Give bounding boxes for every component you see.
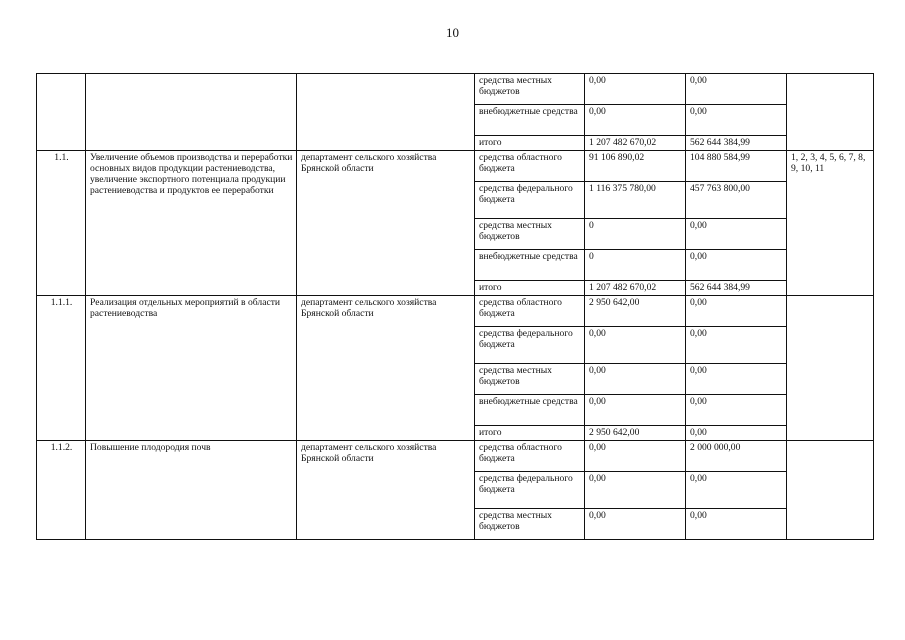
cell-value-2: 0,00 (686, 296, 787, 327)
cell-indicators (787, 441, 874, 540)
cell-indicators (787, 296, 874, 441)
cell-source: внебюджетные средства (475, 395, 585, 426)
cell-value-1: 0,00 (585, 472, 686, 509)
cell-value-2: 0,00 (686, 509, 787, 540)
page-number: 10 (446, 25, 459, 40)
cell-source: средства областного бюджета (475, 441, 585, 472)
cell-executor (297, 74, 475, 151)
cell-name: Повышение плодородия почв (86, 441, 297, 540)
cell-value-2: 0,00 (686, 219, 787, 250)
cell-source: средства местных бюджетов (475, 364, 585, 395)
cell-value-1: 1 116 375 780,00 (585, 182, 686, 219)
cell-source: средства областного бюджета (475, 296, 585, 327)
cell-source: средства местных бюджетов (475, 509, 585, 540)
cell-value-1: 1 207 482 670,02 (585, 136, 686, 151)
cell-source: средства областного бюджета (475, 151, 585, 182)
cell-number: 1.1.2. (37, 441, 86, 540)
cell-name (86, 74, 297, 151)
table-row (37, 74, 874, 105)
cell-value-1: 0,00 (585, 441, 686, 472)
cell-value-2: 0,00 (686, 250, 787, 281)
cell-value-1: 0,00 (585, 509, 686, 540)
cell-value-2: 2 000 000,00 (686, 441, 787, 472)
cell-value-2: 0,00 (686, 426, 787, 441)
cell-value-1: 0,00 (585, 364, 686, 395)
cell-source: средства местных бюджетов (475, 219, 585, 250)
cell-value-1: 2 950 642,00 (585, 296, 686, 327)
cell-value-1: 2 950 642,00 (585, 426, 686, 441)
cell-indicators: 1, 2, 3, 4, 5, 6, 7, 8, 9, 10, 11 (787, 151, 874, 296)
cell-value-1: 0,00 (585, 327, 686, 364)
cell-source: внебюджетные средства (475, 105, 585, 136)
table-row (37, 441, 874, 472)
cell-source: средства федерального бюджета (475, 182, 585, 219)
cell-value-2: 0,00 (686, 395, 787, 426)
cell-value-2: 562 644 384,99 (686, 281, 787, 296)
cell-value-2: 104 880 584,99 (686, 151, 787, 182)
cell-source: внебюджетные средства (475, 250, 585, 281)
cell-name: Реализация отдельных мероприятий в области растениеводства (86, 296, 297, 441)
cell-name: Увеличение объемов производства и переработки основных видов продукции растениеводства, увеличение экспортного потенциала продукции растениеводства и продуктов ее переработки (86, 151, 297, 296)
cell-value-1: 0 (585, 250, 686, 281)
cell-source: итого (475, 136, 585, 151)
cell-executor: департамент сельского хозяйства Брянской области (297, 441, 475, 540)
cell-value-2: 457 763 800,00 (686, 182, 787, 219)
table-row (37, 296, 874, 327)
cell-number: 1.1. (37, 151, 86, 296)
cell-value-2: 0,00 (686, 364, 787, 395)
cell-source: итого (475, 426, 585, 441)
cell-value-1: 0 (585, 219, 686, 250)
table-row (37, 151, 874, 182)
cell-executor: департамент сельского хозяйства Брянской области (297, 151, 475, 296)
funding-table (36, 73, 874, 540)
cell-value-2: 0,00 (686, 105, 787, 136)
cell-executor: департамент сельского хозяйства Брянской области (297, 296, 475, 441)
cell-value-1: 91 106 890,02 (585, 151, 686, 182)
cell-source: средства федерального бюджета (475, 472, 585, 509)
cell-value-1: 0,00 (585, 105, 686, 136)
cell-number (37, 74, 86, 151)
cell-value-2: 0,00 (686, 74, 787, 105)
cell-source: средства федерального бюджета (475, 327, 585, 364)
cell-number: 1.1.1. (37, 296, 86, 441)
cell-source: итого (475, 281, 585, 296)
cell-indicators (787, 74, 874, 151)
cell-value-1: 0,00 (585, 74, 686, 105)
cell-value-1: 0,00 (585, 395, 686, 426)
cell-value-2: 0,00 (686, 327, 787, 364)
cell-value-2: 562 644 384,99 (686, 136, 787, 151)
cell-source: средства местных бюджетов (475, 74, 585, 105)
cell-value-2: 0,00 (686, 472, 787, 509)
cell-value-1: 1 207 482 670,02 (585, 281, 686, 296)
